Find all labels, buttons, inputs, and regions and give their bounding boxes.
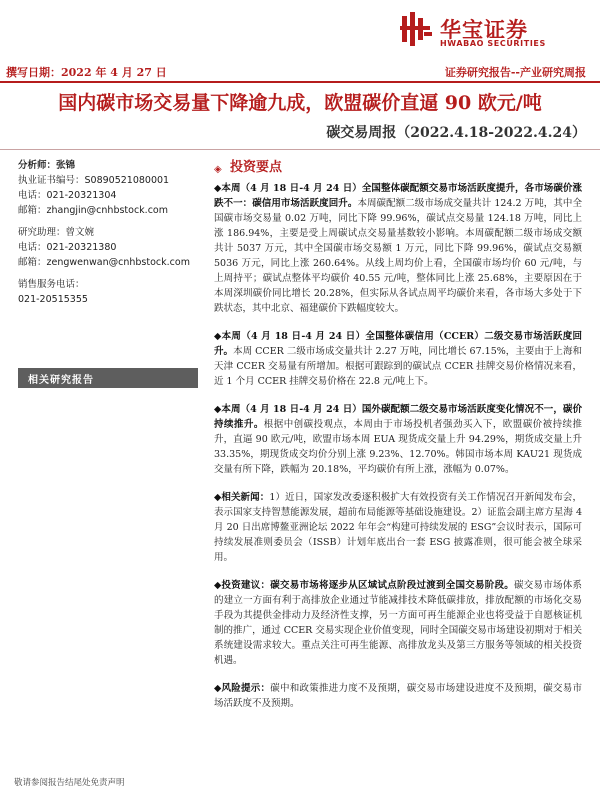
highlights-heading-text: 投资要点 (230, 160, 283, 175)
report-category: 证券研究报告--产业研究周报 (444, 66, 586, 79)
highlight-paragraph (214, 490, 582, 565)
brand-name-en: HWABAO SECURITIES (440, 39, 546, 48)
highlight-lead: ◆风险提示： (214, 683, 271, 694)
report-subtitle: 碳交易周报（2022.4.18-2022.4.24） (326, 125, 586, 141)
related-reports-bar (18, 368, 198, 388)
related-reports-title: 相关研究报告 (28, 375, 94, 386)
highlight-lead: ◆本周（4 月 18 日-4 月 24 日）全国整体碳配额交易市场活跃度提升，各市场碳价涨跌不一：碳信用市场活跃度回升。 (214, 183, 582, 209)
highlight-lead: ◆投资建议：碳交易市场将逐步从区域试点阶段过渡到全国交易阶段。 (214, 580, 514, 591)
highlight-lead: ◆相关新闻： (214, 492, 270, 503)
analyst-email[interactable]: 邮箱：zhangjin@cnhbstock.com (18, 205, 168, 216)
assistant-name: 研究助理：曾文婉 (18, 227, 95, 238)
report-date: 撰写日期：2022 年 4 月 27 日 (6, 66, 167, 79)
assistant-phone: 电话：021-20321380 (18, 242, 117, 253)
highlight-body: 1）近日，国家发改委逐积极扩大有效投资有关工作情况召开新闻发布会，表示国家支持智慧能源发展，超前布局能源等基础设施建设。2）证监会副主席方星海 4 月 20 日出席博鳌亚洲论坛 2022 年年会“构建可持续发展的 ESG”会议时表示，国际可持续发展准则委员会（ISSB）计划年底出台一套 ESG 披露准则，很可能会被全球采用。 (214, 492, 583, 563)
highlight-paragraph (214, 681, 582, 711)
highlight-paragraph (214, 402, 582, 477)
analyst-phone: 电话：021-20321304 (18, 190, 117, 201)
sales-label: 销售服务电话： (18, 279, 85, 290)
sales-phone: 021-20515355 (18, 294, 88, 305)
analyst-cert: 执业证书编号：S0890521080001 (18, 175, 170, 186)
highlights-heading (214, 160, 582, 175)
footer-disclaimer: 敬请参阅报告结尾处免责声明 (14, 778, 125, 788)
assistant-email[interactable]: 邮箱：zengwenwan@cnhbstock.com (18, 257, 190, 268)
report-title: 国内碳市场交易量下降逾九成，欧盟碳价直逼 90 欧元/吨 (58, 92, 542, 114)
highlight-body: 本周碳配额二级市场成交量共计 124.2 万吨，其中全国碳市场交易量 0.02 万吨，同比下降 99.96%，碳试点交易量 124.18 万吨，同比上涨 186.94%，主要是受上周碳试点交易量基数较小影响。本周碳配额二级市场成交额共计 5037 万元，其中全国碳市场交易额 1 万元，同比下降 99.96%，碳试点交易额 5036 万元，同比上涨 260.64%。从线上周均价上看，全国碳市场均价 60 元/吨，与上周持平；碳试点整体平均碳价 40.55 元/吨，整体同比上涨 25.68%，主要原因在于本周深圳碳价同比增长 20.28%，但实际从各试点周平均碳价来看，各市场大多处于下跌状态，其中北京、福建碳价下跌幅度较大。 (214, 198, 582, 314)
highlight-body: 碳中和政策推进力度不及预期，碳交易市场建设进度不及预期，碳交易市场活跃度不及预期。 (214, 683, 582, 709)
highlight-paragraph (214, 181, 582, 316)
highlight-body: 碳交易市场体系的建立一方面有利于高排放企业通过节能减排技术降低碳排放，排放配额的市场化交易手段为其提供金排动力及经济性支撑，另一方面可再生能源企业也将受益于自愿核证机制的推广，通过 CCER 交易实现企业价值变现，同时全国碳交易市场建设初期对于相关系统建设需求较大。重点关注可再生能源、高排放龙头及第三方服务等领域的相关投资机遇。 (214, 580, 582, 666)
highlight-paragraph (214, 329, 582, 389)
report-header-bar (0, 62, 600, 82)
brand-name-cn: 华宝证券 (440, 18, 528, 42)
brand-logo (400, 12, 586, 52)
highlight-paragraph (214, 578, 582, 668)
analyst-name: 分析师：张锦 (18, 160, 76, 171)
highlight-body: 本周 CCER 二级市场成交量共计 2.27 万吨，同比增长 67.15%，主要由于上海和天津 CCER 交易量有所增加。根据可跟踪到的碳试点 CCER 挂牌交易价格情况来看，近 1 个月 CCER 挂牌交易价格在 22.8 元/吨上下。 (214, 346, 582, 387)
highlights-section (214, 160, 582, 724)
analyst-sidebar (18, 158, 198, 307)
diamond-icon: ◈ (214, 164, 222, 175)
hwabao-logo-icon (400, 12, 434, 46)
highlight-lead: ◆本周（4 月 18 日-4 月 24 日）国外碳配额二级交易市场活跃度变化情况不一，碳价持续推升。 (214, 404, 582, 430)
header-divider (0, 81, 600, 83)
highlight-lead: ◆本周（4 月 18 日-4 月 24 日）全国整体碳信用（CCER）二级交易市场活跃度回升。 (214, 331, 582, 357)
title-divider (0, 149, 600, 150)
highlight-body: 根据中创碳投观点，本周由于市场投机者强劲买入下，欧盟碳价被持续推升，直逼 90 欧元/吨，欧盟市场本周 EUA 现货成交量上升 94.29%，期货成交量上升 33.35%，期现货成交均价分别上涨 9.23%、12.70%。韩国市场本周 KAU21 现货成交量有所下降，跌幅为 20.18%，平均碳价有所上涨，涨幅为 0.07%。 (214, 419, 582, 475)
